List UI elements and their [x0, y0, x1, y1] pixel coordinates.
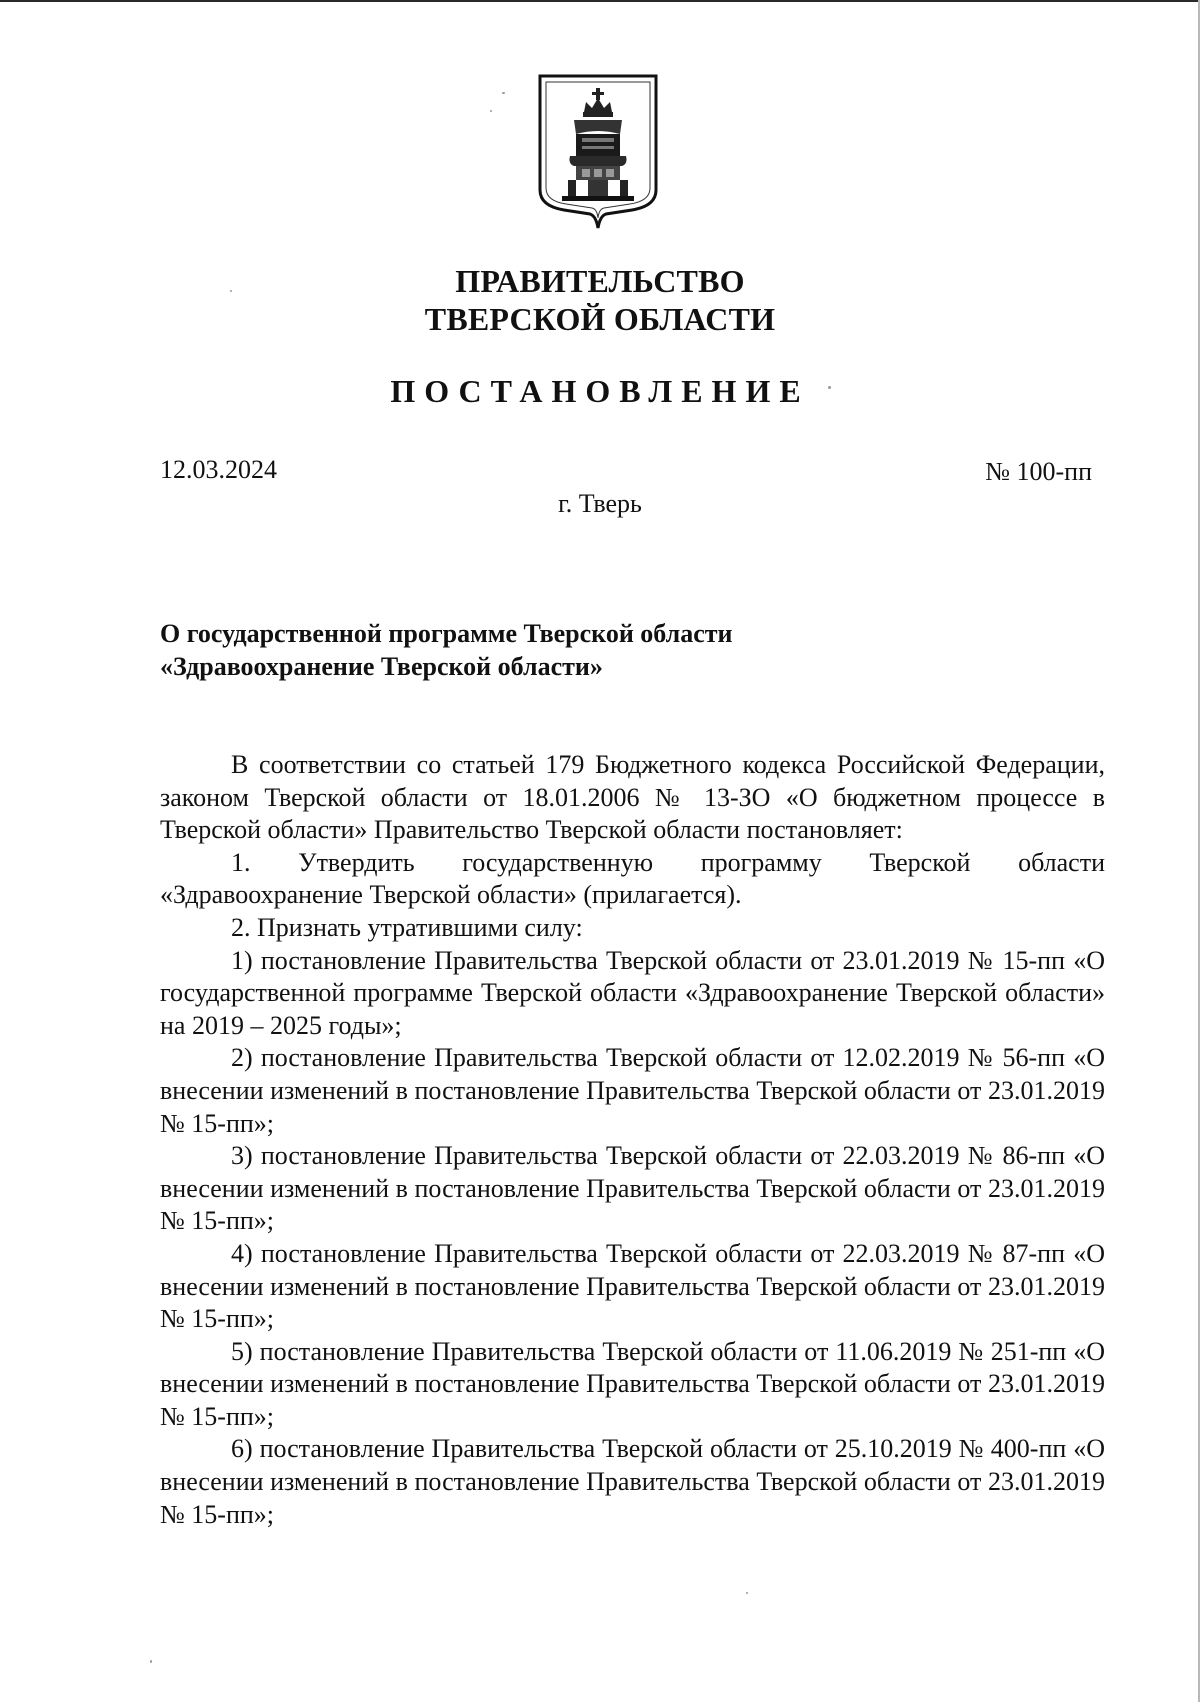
government-title-line2: ТВЕРСКОЙ ОБЛАСТИ — [424, 301, 776, 337]
scan-speck — [490, 110, 492, 112]
scan-speck — [828, 386, 831, 389]
document-date: 12.03.2024 — [160, 455, 277, 484]
government-title-line1: ПРАВИТЕЛЬСТВО — [455, 263, 745, 299]
scan-speck — [502, 92, 505, 94]
sub-item-1: 1) постановление Правительства Тверской области от 23.01.2019 № 15-пп «О государственной программе Тверской области «Здравоохранение Тверской области» на 2019 – 2025 годы»; — [160, 945, 1105, 1040]
sub-item-2: 2) постановление Правительства Тверской области от 12.02.2019 № 56-пп «О внесении изменений в постановление Правительства Тверской области от 23.01.2019 № 15-пп»; — [160, 1043, 1105, 1138]
sub-item-6: 6) постановление Правительства Тверской области от 25.10.2019 № 400-пп «О внесении изменений в постановление Правительства Тверской области от 23.01.2019 № 15-пп»; — [160, 1434, 1105, 1529]
document-city: г. Тверь — [558, 489, 642, 518]
document-body — [160, 749, 1105, 1531]
document-number: № 100-пп — [985, 457, 1092, 486]
document-heading — [160, 617, 980, 683]
scan-speck — [746, 1592, 748, 1594]
document-heading-line2: «Здравоохранение Тверской области» — [160, 652, 603, 681]
item-2: 2. Признать утратившими силу: — [231, 912, 583, 942]
document-heading-line1: О государственной программе Тверской области — [160, 619, 733, 648]
sub-item-4: 4) постановление Правительства Тверской области от 22.03.2019 № 87-пп «О внесении изменений в постановление Правительства Тверской области от 23.01.2019 № 15-пп»; — [160, 1238, 1105, 1334]
sub-item-5: 5) постановление Правительства Тверской области от 11.06.2019 № 251-пп «О внесении изменений в постановление Правительства Тверской области от 23.01.2019 № 15-пп»; — [160, 1336, 1105, 1431]
tver-coat-of-arms-icon — [536, 72, 660, 230]
sub-item-3: 3) постановление Правительства Тверской области от 22.03.2019 № 86-пп «О внесении изменений в постановление Правительства Тверской области от 23.01.2019 № 15-пп»; — [160, 1141, 1105, 1236]
intro-paragraph: В соответствии со статьей 179 Бюджетного кодекса Российской Федерации, законом Тверской области от 18.01.2006 № 13-ЗО «О бюджетном процессе в Тверской области» Правительство Тверской области постановляет: — [160, 750, 1105, 845]
scan-edge-top — [0, 0, 1200, 2]
scan-speck — [150, 1660, 152, 1663]
document-type: ПОСТАНОВЛЕНИЕ — [390, 373, 810, 409]
scan-speck — [230, 290, 232, 292]
item-1: 1. Утвердить государственную программу Тверской области «Здравоохранение Тверской области» (прилагается). — [160, 847, 1105, 910]
